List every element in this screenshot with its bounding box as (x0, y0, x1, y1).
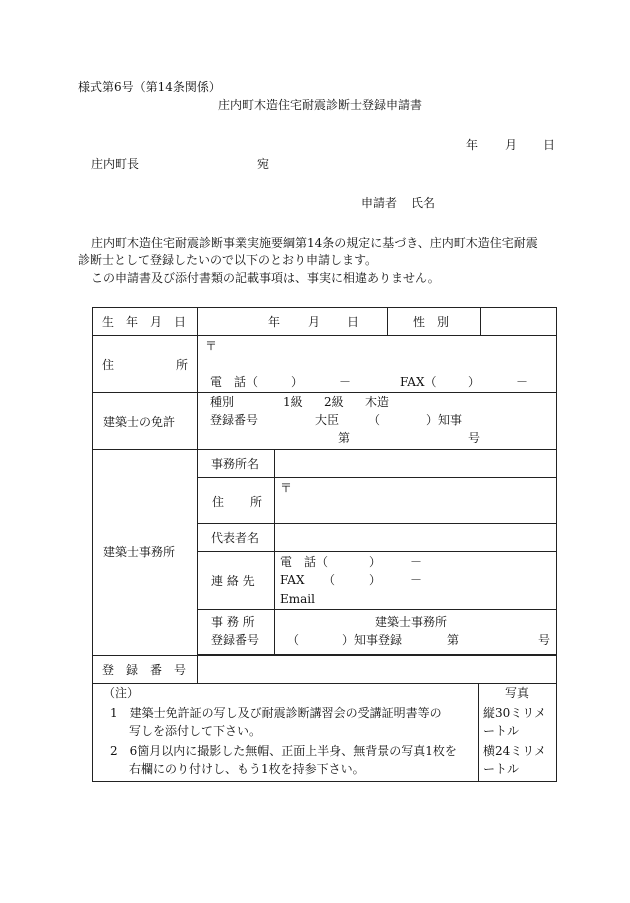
form-title: 庄内町木造住宅耐震診断士登録申請書 (218, 98, 423, 112)
birth-year-label: 年 (268, 315, 281, 329)
office-rep-label: 代表者名 (211, 531, 260, 545)
note-1-line-1: 1 建築士免許証の写し及び耐震診断講習会の受講証明書等の (110, 706, 442, 720)
office-name-label-cell (198, 450, 275, 478)
license-label: 建築士の免許 (103, 415, 176, 429)
office-address-input-cell[interactable] (275, 478, 557, 524)
applicant-label: 申請者 (361, 196, 398, 210)
license-type-label: 種別 (210, 395, 235, 409)
address-tel-label: 電 話（ (210, 375, 259, 389)
address-fax-paren-close: ） (468, 375, 481, 389)
office-reg-label-line-1: 事 務 所 (211, 615, 255, 629)
registration-label: 登 録 番 号 (102, 663, 187, 677)
office-contact-label: 連 絡 先 (211, 574, 255, 588)
addressee-suffix: 宛 (257, 157, 270, 171)
office-fax-paren-close: ） (369, 573, 382, 587)
license-minister: 大臣 (315, 413, 340, 427)
note-1-line-2: 写しを添付して下さい。 (129, 724, 262, 738)
office-reg-label-line-2: 登録番号 (211, 633, 260, 647)
license-paren-open: （ (368, 413, 381, 427)
photo-line-2: ートル (483, 724, 520, 738)
office-address-label-left: 住 (212, 495, 225, 509)
office-rep-input-cell[interactable] (275, 524, 557, 552)
office-reg-office-text: 建築士事務所 (375, 615, 448, 629)
body-text-line-3: この申請書及び添付書類の記載事項は、事実に相違ありません。 (91, 271, 440, 285)
office-reg-dai: 第 (447, 633, 460, 647)
license-row (93, 393, 557, 450)
office-fax-label: FAX (280, 573, 305, 587)
address-fax-label: FAX（ (400, 375, 437, 389)
application-form-table (92, 307, 557, 782)
office-label-cell (93, 450, 198, 656)
date-day-label: 日 (543, 138, 556, 152)
office-reg-governor: ）知事登録 (342, 633, 403, 647)
address-label-left: 住 (102, 358, 115, 372)
office-address-label-cell (198, 478, 275, 524)
note-2-line-2: 右欄にのり付けし、もう1枚を持参下さい。 (129, 762, 365, 776)
notes-heading: （注） (103, 686, 140, 700)
license-dai: 第 (338, 431, 351, 445)
license-governor: ）知事 (426, 413, 463, 427)
license-label-cell (93, 393, 198, 450)
birth-label: 生 年 月 日 (102, 315, 187, 329)
date-year-label: 年 (466, 138, 479, 152)
sex-divider (480, 308, 481, 335)
body-text-line-2: 診断士として登録したいので以下のとおり申請します。 (78, 253, 378, 267)
sex-label: 性 別 (413, 315, 450, 329)
office-reg-label-cell (198, 610, 275, 655)
office-label: 建築士事務所 (103, 545, 176, 559)
registration-row (93, 656, 557, 684)
license-reg-no-label: 登録番号 (210, 413, 259, 427)
office-address-label-right: 所 (250, 495, 263, 509)
date-month-label: 月 (505, 138, 518, 152)
office-postal-mark: 〒 (280, 481, 293, 495)
photo-line-4: ートル (483, 762, 520, 776)
office-email-label: Email (280, 592, 315, 606)
office-name-label: 事務所名 (211, 457, 260, 471)
license-input-cell[interactable] (198, 393, 557, 450)
address-tel-paren-close: ） (291, 375, 304, 389)
office-fax-dash: － (410, 573, 423, 587)
address-label-cell (93, 336, 198, 393)
registration-input-cell[interactable] (198, 656, 557, 684)
office-reg-go: 号 (538, 633, 551, 647)
address-fax-dash: － (516, 375, 529, 389)
office-tel-paren-close: ） (369, 555, 382, 569)
address-input-cell[interactable] (198, 336, 557, 393)
notes-cell (93, 684, 479, 782)
birth-label-cell (93, 308, 198, 336)
form-number: 様式第6号（第14条関係） (78, 80, 221, 94)
addressee-name: 庄内町長 (91, 157, 140, 171)
birth-row (93, 308, 557, 336)
birth-day-label: 日 (347, 315, 360, 329)
office-name-input-cell[interactable] (275, 450, 557, 478)
office-rep-label-cell (198, 524, 275, 552)
address-postal-mark: 〒 (205, 339, 218, 353)
office-name-row (93, 450, 557, 478)
office-reg-input-cell[interactable] (275, 610, 557, 655)
license-wood: 木造 (365, 395, 390, 409)
registration-label-cell (93, 656, 198, 684)
office-fax-paren-open: （ (323, 573, 336, 587)
address-label-right: 所 (176, 358, 189, 372)
office-contact-label-cell (198, 552, 275, 610)
photo-line-3: 横24ミリメ (483, 744, 547, 758)
applicant-name-label: 氏名 (411, 196, 436, 210)
office-tel-label: 電 話（ (280, 555, 329, 569)
notes-row (93, 684, 557, 782)
license-grade-1: 1級 (283, 395, 303, 409)
birth-input-cell[interactable] (198, 308, 557, 336)
office-tel-dash: － (410, 555, 423, 569)
birth-month-label: 月 (308, 315, 321, 329)
address-row (93, 336, 557, 393)
license-go: 号 (468, 431, 481, 445)
photo-heading: 写真 (505, 686, 530, 700)
body-text-line-1: 庄内町木造住宅耐震診断事業実施要綱第14条の規定に基づき、庄内町木造住宅耐震 (91, 236, 538, 250)
office-reg-paren-open: （ (287, 633, 300, 647)
office-contact-input-cell[interactable] (275, 552, 557, 610)
birth-divider (387, 308, 388, 335)
license-grade-2: 2級 (324, 395, 344, 409)
note-2-line-1: 2 6箇月以内に撮影した無帽、正面上半身、無背景の写真1枚を (110, 744, 457, 758)
address-tel-dash: － (339, 375, 352, 389)
photo-cell (479, 684, 557, 782)
photo-line-1: 縦30ミリメ (483, 706, 547, 720)
